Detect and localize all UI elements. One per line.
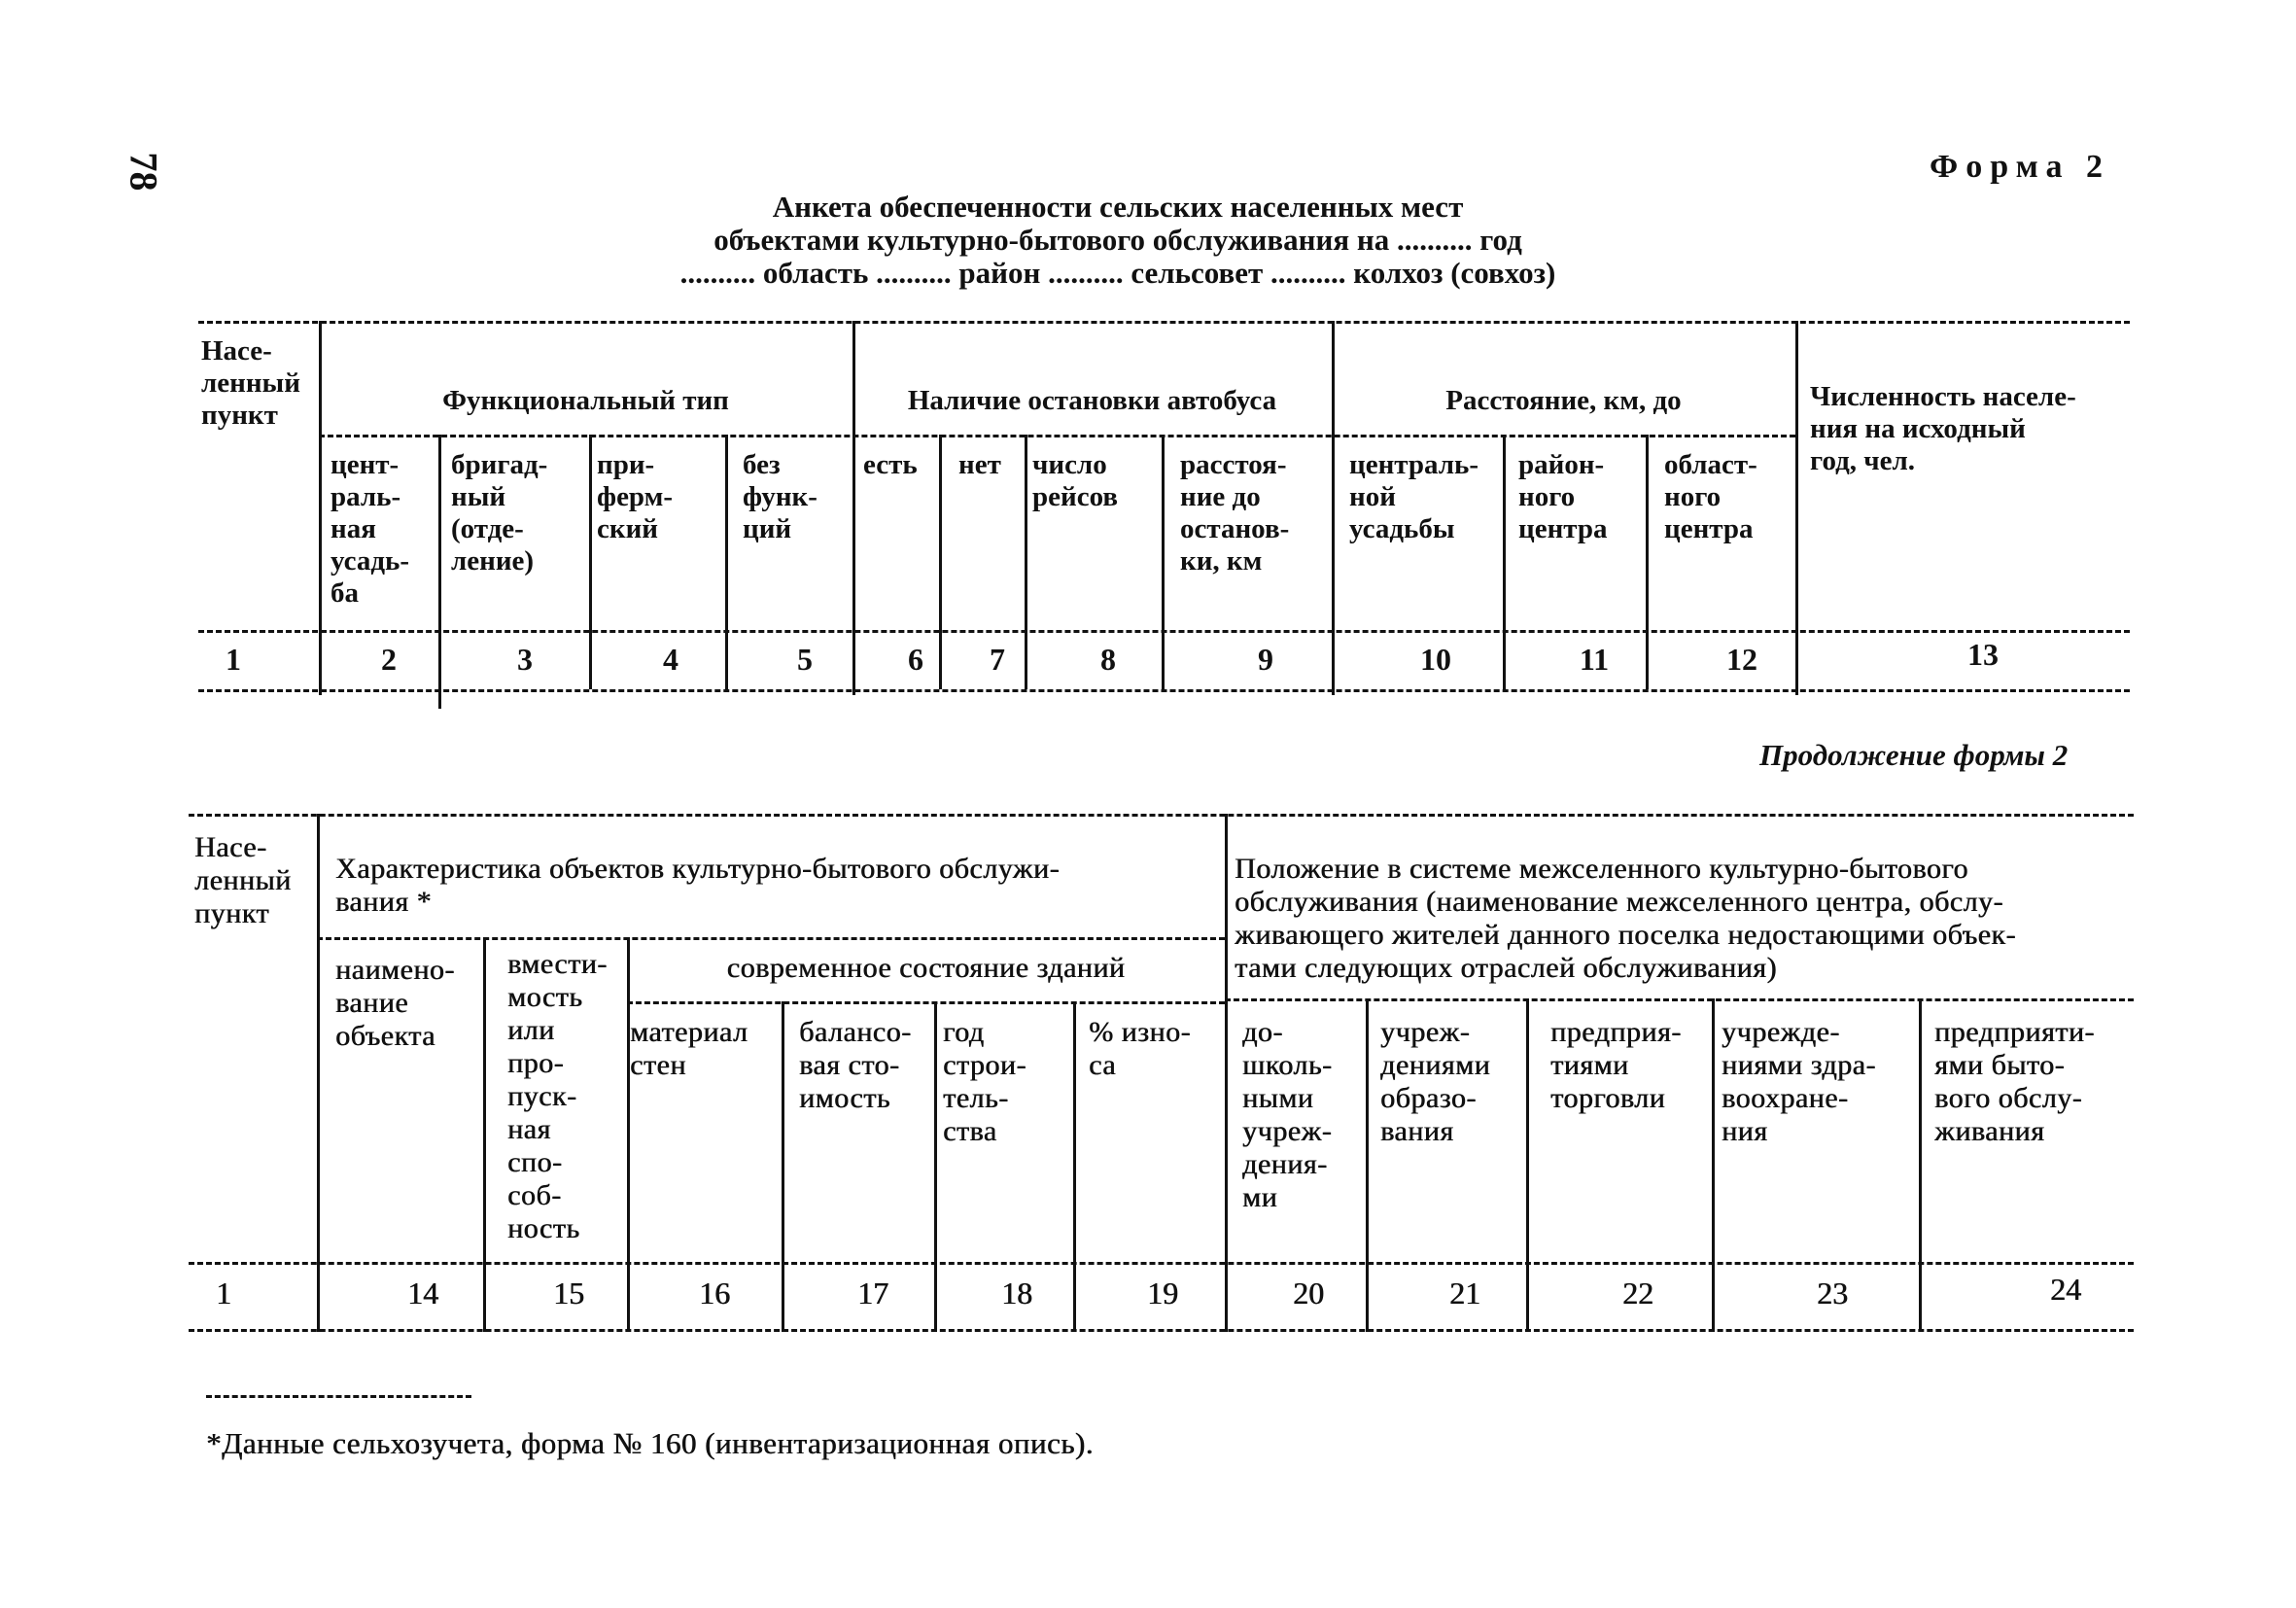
- subheader: при- ферм- ский: [597, 449, 674, 544]
- header-bus-stop: Наличие остановки автобуса: [907, 385, 1277, 416]
- subheader: предприяти- ями быто- вого обслу- живания: [1934, 1016, 2095, 1147]
- subheader: бригад- ный (отде- ление): [451, 449, 548, 577]
- header-capacity: вмести- мость или про- пуск- ная спо- соб- ность: [507, 948, 608, 1244]
- column-number: 12: [1726, 642, 1757, 677]
- subheader: есть: [863, 449, 918, 480]
- header-object-name: наимено- вание объекта: [335, 954, 455, 1052]
- column-number: 2: [381, 642, 397, 677]
- column-number: 9: [1258, 642, 1273, 677]
- column-number: 4: [663, 642, 678, 677]
- subheader: район- ного центра: [1518, 449, 1608, 544]
- title-line-2: объектами культурно-бытового обслуживания на .......... год: [713, 223, 1522, 257]
- subheader: число рейсов: [1032, 449, 1119, 512]
- subheader: цент- раль- ная усадь- ба: [330, 449, 409, 609]
- column-number: 10: [1420, 642, 1451, 677]
- column-number: 24: [2050, 1272, 2081, 1307]
- column-number: 1: [216, 1276, 231, 1311]
- form-label: Форма 2: [1930, 149, 2111, 185]
- column-number: 20: [1293, 1276, 1324, 1311]
- subheader: до- школь- ными учреж- дения- ми: [1242, 1016, 1333, 1213]
- footnote-divider: [206, 1395, 471, 1398]
- header-characteristics: Характеристика объектов культурно-бытового обслужи- вания *: [335, 853, 1060, 918]
- column-number: 17: [857, 1276, 888, 1311]
- column-number: 18: [1001, 1276, 1032, 1311]
- subheader: балансо- вая сто- имость: [799, 1016, 912, 1114]
- page-number: 78: [122, 152, 166, 192]
- title-line-1: Анкета обеспеченности сельских населенных мест: [772, 190, 1464, 224]
- subheader: предприя- тиями торговли: [1550, 1016, 1682, 1114]
- column-number: 8: [1100, 642, 1116, 677]
- column-number: 19: [1147, 1276, 1178, 1311]
- header-position: Положение в системе межселенного культурно-бытового обслуживания (наименование межселенного центра, обслу- живающего жителей данного поселка недостающими объек- тами следующих отраслей обслуживания): [1235, 853, 2016, 984]
- subheader: централь- ной усадьбы: [1349, 449, 1479, 544]
- column-number: 11: [1579, 642, 1610, 677]
- subheader: учреж- дениями образо- вания: [1380, 1016, 1491, 1147]
- column-number: 14: [407, 1276, 438, 1311]
- column-number: 3: [517, 642, 533, 677]
- column-number: 7: [990, 642, 1005, 677]
- column-number: 23: [1817, 1276, 1848, 1311]
- header-settlement: Насе- ленный пункт: [201, 335, 300, 431]
- header-population: Численность населе- ния на исходный год, чел.: [1810, 381, 2076, 476]
- column-number: 1: [226, 642, 241, 677]
- header-building-condition: современное состояние зданий: [726, 952, 1126, 984]
- column-number: 22: [1622, 1276, 1653, 1311]
- header-functional-type: Функциональный тип: [442, 385, 729, 416]
- header-settlement: Насе- ленный пункт: [194, 831, 292, 929]
- column-number: 6: [908, 642, 923, 677]
- column-number: 5: [797, 642, 813, 677]
- subheader: учрежде- ниями здра- воохране- ния: [1722, 1016, 1876, 1147]
- subheader: материал стен: [630, 1016, 748, 1081]
- subheader: расстоя- ние до останов- ки, км: [1180, 449, 1290, 577]
- subheader: без функ- ций: [743, 449, 818, 544]
- continuation-label: Продолжение формы 2: [1759, 738, 2069, 772]
- column-number: 21: [1449, 1276, 1480, 1311]
- footnote: *Данные сельхозучета, форма № 160 (инвентаризационная опись).: [206, 1426, 1094, 1460]
- column-number: 15: [553, 1276, 584, 1311]
- subheader: % изно- са: [1089, 1016, 1191, 1081]
- subheader: област- ного центра: [1664, 449, 1757, 544]
- column-number: 16: [699, 1276, 730, 1311]
- subheader: нет: [958, 449, 1001, 480]
- header-distance: Расстояние, км, до: [1445, 385, 1682, 416]
- column-number: 13: [1967, 637, 1999, 672]
- subheader: год строи- тель- ства: [943, 1016, 1026, 1147]
- title-line-3: .......... область .......... район .......... сельсовет .......... колхоз (совхоз): [679, 256, 1556, 290]
